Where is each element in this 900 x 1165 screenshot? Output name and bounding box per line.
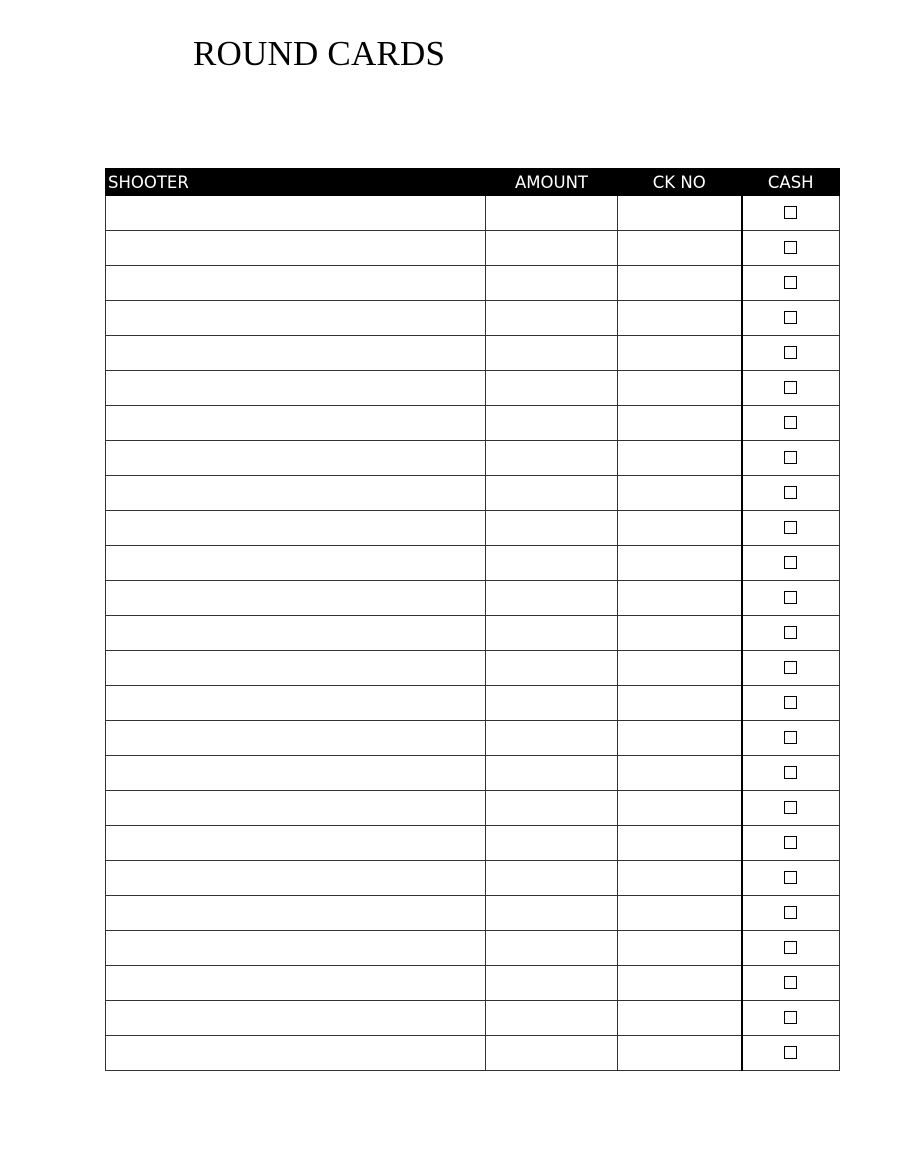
amount-cell[interactable] (486, 686, 618, 721)
shooter-cell[interactable] (106, 1036, 486, 1071)
table-row (106, 686, 840, 721)
shooter-cell[interactable] (106, 826, 486, 861)
amount-cell[interactable] (486, 896, 618, 931)
table-row (106, 861, 840, 896)
ck-no-cell[interactable] (618, 266, 742, 301)
ck-no-cell[interactable] (618, 476, 742, 511)
table-row (106, 441, 840, 476)
checkbox-icon[interactable] (784, 416, 797, 429)
shooter-cell[interactable] (106, 616, 486, 651)
checkbox-icon[interactable] (784, 1011, 797, 1024)
ck-no-cell[interactable] (618, 441, 742, 476)
shooter-cell[interactable] (106, 1001, 486, 1036)
cash-cell (742, 826, 840, 861)
ck-no-cell[interactable] (618, 1036, 742, 1071)
amount-cell[interactable] (486, 231, 618, 266)
cash-cell (742, 896, 840, 931)
table-row (106, 826, 840, 861)
amount-cell[interactable] (486, 476, 618, 511)
checkbox-icon[interactable] (784, 1046, 797, 1059)
page-title: ROUND CARDS (193, 34, 446, 73)
amount-cell[interactable] (486, 511, 618, 546)
cash-cell (742, 266, 840, 301)
checkbox-icon[interactable] (784, 626, 797, 639)
ck-no-cell[interactable] (618, 931, 742, 966)
checkbox-icon[interactable] (784, 836, 797, 849)
cash-cell (742, 511, 840, 546)
ck-no-cell[interactable] (618, 581, 742, 616)
round-cards-sheet (105, 168, 838, 1071)
shooter-cell[interactable] (106, 336, 486, 371)
checkbox-icon[interactable] (784, 976, 797, 989)
checkbox-icon[interactable] (784, 486, 797, 499)
amount-cell[interactable] (486, 1001, 618, 1036)
shooter-cell[interactable] (106, 966, 486, 1001)
checkbox-icon[interactable] (784, 206, 797, 219)
table-row (106, 616, 840, 651)
ck-no-cell[interactable] (618, 861, 742, 896)
cash-cell (742, 336, 840, 371)
amount-cell[interactable] (486, 196, 618, 231)
shooter-cell[interactable] (106, 756, 486, 791)
checkbox-icon[interactable] (784, 381, 797, 394)
table-row (106, 896, 840, 931)
shooter-cell[interactable] (106, 861, 486, 896)
shooter-cell[interactable] (106, 231, 486, 266)
ck-no-cell[interactable] (618, 406, 742, 441)
ck-no-cell[interactable] (618, 336, 742, 371)
checkbox-icon[interactable] (784, 801, 797, 814)
amount-cell[interactable] (486, 791, 618, 826)
cash-cell (742, 861, 840, 896)
shooter-cell[interactable] (106, 931, 486, 966)
ck-no-cell[interactable] (618, 651, 742, 686)
shooter-cell[interactable] (106, 651, 486, 686)
amount-cell[interactable] (486, 861, 618, 896)
checkbox-icon[interactable] (784, 276, 797, 289)
amount-cell[interactable] (486, 301, 618, 336)
table-row (106, 966, 840, 1001)
shooter-column-header: SHOOTER (106, 169, 486, 196)
shooter-cell[interactable] (106, 196, 486, 231)
table-row (106, 511, 840, 546)
table-row (106, 231, 840, 266)
amount-cell[interactable] (486, 371, 618, 406)
cash-column-header: CASH (742, 169, 840, 196)
cash-cell (742, 476, 840, 511)
checkbox-icon[interactable] (784, 521, 797, 534)
table-row (106, 721, 840, 756)
shooter-cell[interactable] (106, 476, 486, 511)
checkbox-icon[interactable] (784, 661, 797, 674)
cash-cell (742, 1001, 840, 1036)
amount-cell[interactable] (486, 441, 618, 476)
amount-cell[interactable] (486, 931, 618, 966)
table-row (106, 791, 840, 826)
amount-cell[interactable] (486, 266, 618, 301)
header-row (106, 169, 840, 196)
amount-column-header: AMOUNT (486, 169, 618, 196)
cash-cell (742, 406, 840, 441)
shooter-cell[interactable] (106, 791, 486, 826)
cash-cell (742, 546, 840, 581)
ck-no-cell[interactable] (618, 966, 742, 1001)
cash-cell (742, 1036, 840, 1071)
checkbox-icon[interactable] (784, 591, 797, 604)
ck-no-cell[interactable] (618, 371, 742, 406)
checkbox-icon[interactable] (784, 871, 797, 884)
checkbox-icon[interactable] (784, 241, 797, 254)
checkbox-icon[interactable] (784, 556, 797, 569)
ck-no-cell[interactable] (618, 721, 742, 756)
ck-no-cell[interactable] (618, 896, 742, 931)
checkbox-icon[interactable] (784, 696, 797, 709)
ck-no-column-header: CK NO (618, 169, 742, 196)
cash-cell (742, 651, 840, 686)
amount-cell[interactable] (486, 336, 618, 371)
amount-cell[interactable] (486, 1036, 618, 1071)
cash-cell (742, 721, 840, 756)
cash-cell (742, 966, 840, 1001)
cash-cell (742, 301, 840, 336)
shooter-cell[interactable] (106, 441, 486, 476)
amount-cell[interactable] (486, 826, 618, 861)
table-row (106, 546, 840, 581)
table-row (106, 931, 840, 966)
table-row (106, 581, 840, 616)
ck-no-cell[interactable] (618, 546, 742, 581)
ck-no-cell[interactable] (618, 231, 742, 266)
ck-no-cell[interactable] (618, 756, 742, 791)
ck-no-cell[interactable] (618, 826, 742, 861)
shooter-cell[interactable] (106, 721, 486, 756)
shooter-cell[interactable] (106, 581, 486, 616)
cash-cell (742, 196, 840, 231)
table-row (106, 196, 840, 231)
shooter-cell[interactable] (106, 511, 486, 546)
shooter-cell[interactable] (106, 371, 486, 406)
table-row (106, 651, 840, 686)
cash-cell (742, 441, 840, 476)
ck-no-cell[interactable] (618, 301, 742, 336)
checkbox-icon[interactable] (784, 731, 797, 744)
checkbox-icon[interactable] (784, 311, 797, 324)
checkbox-icon[interactable] (784, 906, 797, 919)
ck-no-cell[interactable] (618, 511, 742, 546)
table-row (106, 476, 840, 511)
ck-no-cell[interactable] (618, 791, 742, 826)
ck-no-cell[interactable] (618, 616, 742, 651)
round-cards-table (105, 168, 840, 1071)
ck-no-cell[interactable] (618, 196, 742, 231)
cash-cell (742, 616, 840, 651)
amount-cell[interactable] (486, 546, 618, 581)
amount-cell[interactable] (486, 721, 618, 756)
table-row (106, 756, 840, 791)
table-row (106, 371, 840, 406)
cash-cell (742, 756, 840, 791)
cash-cell (742, 791, 840, 826)
amount-cell[interactable] (486, 616, 618, 651)
amount-cell[interactable] (486, 406, 618, 441)
checkbox-icon[interactable] (784, 766, 797, 779)
table-row (106, 406, 840, 441)
shooter-cell[interactable] (106, 686, 486, 721)
table-row (106, 266, 840, 301)
amount-cell[interactable] (486, 651, 618, 686)
cash-cell (742, 931, 840, 966)
shooter-cell[interactable] (106, 301, 486, 336)
checkbox-icon[interactable] (784, 451, 797, 464)
amount-cell[interactable] (486, 756, 618, 791)
ck-no-cell[interactable] (618, 1001, 742, 1036)
amount-cell[interactable] (486, 966, 618, 1001)
cash-cell (742, 686, 840, 721)
table-row (106, 336, 840, 371)
amount-cell[interactable] (486, 581, 618, 616)
cash-cell (742, 231, 840, 266)
cash-cell (742, 371, 840, 406)
checkbox-icon[interactable] (784, 346, 797, 359)
shooter-cell[interactable] (106, 546, 486, 581)
table-header (106, 169, 840, 196)
table-body (106, 196, 840, 1071)
shooter-cell[interactable] (106, 266, 486, 301)
shooter-cell[interactable] (106, 406, 486, 441)
table-row (106, 1036, 840, 1071)
ck-no-cell[interactable] (618, 686, 742, 721)
table-row (106, 1001, 840, 1036)
table-row (106, 301, 840, 336)
shooter-cell[interactable] (106, 896, 486, 931)
checkbox-icon[interactable] (784, 941, 797, 954)
cash-cell (742, 581, 840, 616)
